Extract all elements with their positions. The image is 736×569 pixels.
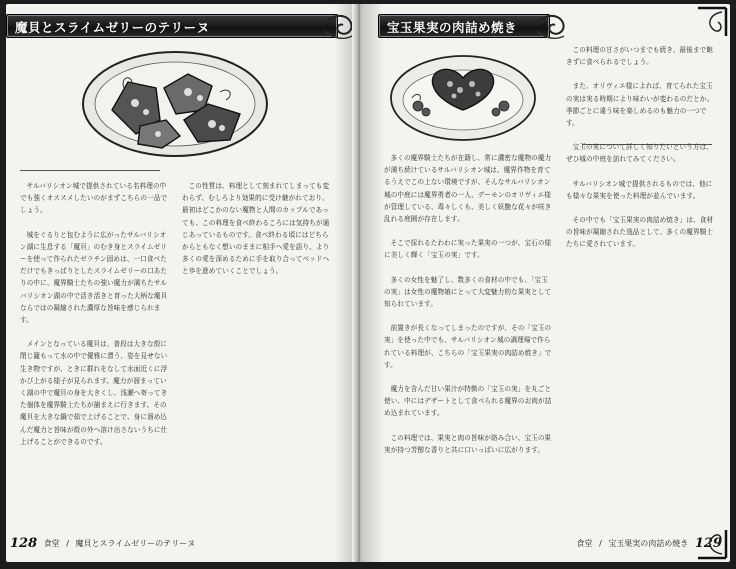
running-section: 食堂	[43, 539, 60, 548]
paragraph: そこで採れるたわわに実った果実の一つが、宝石の様に美しく輝く「宝玉の実」です。	[384, 239, 552, 260]
paragraph: その中でも「宝玉果実の肉詰め焼き」は、食材の旨味が凝縮された逸品として、多くの魔界騎士たちに愛されています。	[566, 216, 714, 249]
paragraph: 前置きが長くなってしまったのですが、その「宝玉の実」を使った中でも、サルバリシオン城の調理場で作られている料理が、こちらの「宝玉果実の肉詰め焼き」です。	[384, 324, 552, 369]
right-title-banner	[378, 14, 550, 38]
stuffed-fruit-dish-illustration	[388, 48, 538, 144]
left-title-banner	[6, 14, 338, 38]
paragraph: この料理では、果実と肉の旨味が絡み合い、宝玉の果実が持つ芳醇な香りと共に口いっぱいに広がります。	[384, 433, 552, 454]
swirl-ornament-icon	[321, 9, 355, 43]
right-page-column-2	[566, 44, 716, 263]
corner-ornament-icon	[688, 6, 728, 46]
right-page-title: 宝玉果実の肉詰め焼き	[387, 20, 518, 35]
left-column-rule	[20, 170, 160, 171]
swirl-ornament-icon	[533, 9, 567, 43]
paragraph: 多くの魔界騎士たちが在籍し、常に濃密な魔物の魔力が満ち続けているサルバリシオン城は、魔界作物を育てるうえでこの上ない環境ですが、そんなサルバリシオン城の中庭には魔界勇者の一人、デーモンのオリヴィエ様が管理している、毒々しくも、美しく妖艶な花々が咲き乱れる庭園が存在します。	[384, 154, 552, 224]
paragraph: 宝玉の実について詳しく知りたいという方は、ぜひ城の中庭を訪れてみてください。	[566, 143, 714, 164]
corner-ornament-icon	[688, 520, 728, 560]
running-separator: /	[66, 539, 69, 548]
running-title: 魔貝とスライムゼリーのテリーヌ	[75, 539, 196, 548]
left-page-column-2	[182, 180, 332, 290]
right-page	[362, 4, 730, 562]
paragraph: この性質は、料理として刻まれてしまっても変わらず、むしろより効果的に受け継がれており、最初はどこかのない魔物と人間のカップルであっても、この料理を食べ終わるころには気持ちが通じあっているものです。食べ終わる頃にはどちらからともなく想いのままに相手へ愛を語り、より多くの愛を深めるために手を取り合ってベッドへと歩を進めていくことでしょう。	[182, 182, 330, 276]
left-page-title: 魔貝とスライムゼリーのテリーヌ	[15, 20, 210, 35]
paragraph: また、オリヴィエ様によれば、育てられた宝玉の実は実る時期により味わいが変わるのだとか。季節ごとに違う味を楽しめるのも魅力の一つです。	[566, 82, 714, 128]
left-page	[6, 4, 356, 562]
paragraph: この料理の甘さがいつまでも続き、最後まで飽きずに食べられるでしょう。	[566, 46, 713, 67]
terrine-dish-illustration	[80, 48, 270, 160]
running-title: 宝玉果実の肉詰め焼き	[608, 539, 689, 548]
paragraph: 城をぐるりと包むように広がったサルバリシオン湖に生息する「魔貝」のむき身とスライムゼリーを使って作られたゼラチン固めは、一口食べただけでもきっぱりとしたスライムゼリーの口あたりの中に、魔界騎士たちの強い魔力が満ちたサルバリシオン湖の中で活き活きと育った大柄な魔貝ならではの凝縮された濃厚な旨味を感じられます。	[20, 230, 168, 325]
paragraph: 多くの女性を魅了し、数多くの食材の中でも、「宝玉の実」は女性の魔物娘にとって大変魅力的な果実として知られています。	[384, 275, 552, 309]
paragraph: サルバリシオン城で提供されている名料理の中でも強くオススメしたいのがまずこちらの一品でしょう。	[20, 182, 168, 215]
paragraph: メインとなっている魔貝は、普段は大きな殻に閉じ籠もって水の中で優雅に漂う、姿を見せない生き物ですが、ときに群れをなして水面近くに浮かび上がる様子が見られます。魔力が溜まっていく湖の中で魔貝の身を大きくし、浅瀬へ寄ってきた個体を魔界騎士たちが捕まえに行きます。その魔貝を大きな鍋で茹で上げることで、身に溜め込んだ魔力と旨味が殻の外へ溶け出さないうちに仕上げることができるのです。	[20, 340, 168, 446]
paragraph: 魔力を含んだ甘い果汁が特徴の「宝玉の実」を丸ごと使い、中にはデザートとして食べられる魔界のお肉が詰め込まれています。	[384, 385, 552, 418]
left-page-footer	[10, 536, 199, 556]
left-page-column-1	[20, 180, 170, 460]
page-number: 128	[10, 536, 38, 551]
right-page-column-1	[384, 152, 552, 468]
paragraph: サルバリシオン城で提供されるものでは、他にも様々な果実を使った料理が並んでいます。	[566, 179, 713, 200]
running-separator: /	[599, 539, 602, 548]
page-number: 129	[694, 536, 722, 551]
running-section: 食堂	[576, 539, 593, 548]
